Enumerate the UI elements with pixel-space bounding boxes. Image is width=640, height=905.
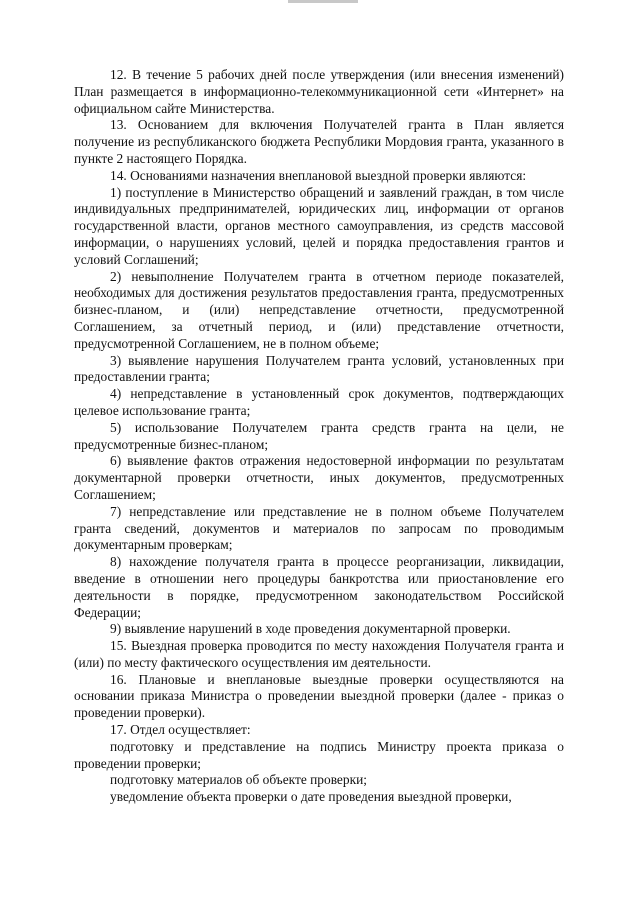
paragraph-14-item-8: 8) нахождение получателя гранта в процессе реорганизации, ликвидации, введение в отношении него процедуры банкротства или приостановление его деятельности в порядке, предусмотренном законодательством Российской Федерации; [74, 554, 564, 620]
paragraph-14-item-4: 4) непредставление в установленный срок документов, подтверждающих целевое использование гранта; [74, 386, 564, 418]
paragraph-17-item-1: подготовку и представление на подпись Министру проекта приказа о проведении проверки; [74, 738, 564, 771]
paragraph-16: 16. Плановые и внеплановые выездные проверки осуществляются на основании приказа Министра о проведении выездной проверки (далее - приказ о проведении проверки). [74, 671, 564, 721]
paragraph-17-item-2: подготовку материалов об объекте проверки; [110, 772, 367, 788]
paragraph-13: 13. Основанием для включения Получателей гранта в План является получение из республиканского бюджета Республики Мордовия гранта, указанного в пункте 2 настоящего Порядка. [74, 117, 564, 166]
paragraph-14: 14. Основаниями назначения внеплановой выездной проверки являются: [110, 167, 527, 183]
paragraph-14-item-2: 2) невыполнение Получателем гранта в отчетном периоде показателей, необходимых для достижения результатов предоставления гранта, предусмотренных бизнес-планом, и (или) непредставление отчетности, предусмотренной Соглашением, за отчетный период, и (или) представление отчетности, предусмотренной Соглашением, не в полном объеме; [74, 268, 564, 351]
paragraph-14-item-6: 6) выявление фактов отражения недостоверной информации по результатам документарной проверки отчетности, иных документов, предусмотренных Соглашением; [74, 453, 564, 502]
paragraph-15: 15. Выездная проверка проводится по месту нахождения Получателя гранта и (или) по месту фактического осуществления им деятельности. [74, 638, 564, 670]
paragraph-17-item-3: уведомление объекта проверки о дате проведения выездной проверки, [110, 789, 512, 805]
page-top-artifact [288, 0, 358, 3]
document-page [74, 67, 564, 806]
paragraph-14-item-7: 7) непредставление или представление не в полном объеме Получателем гранта сведений, документов и материалов по запросам по проводимым документарным проверкам; [74, 503, 564, 553]
paragraph-14-item-3: 3) выявление нарушения Получателем гранта условий, установленных при предоставлении гранта; [74, 352, 564, 385]
paragraph-14-item-9: 9) выявление нарушений в ходе проведения документарной проверки. [110, 621, 511, 637]
paragraph-14-item-5: 5) использование Получателем гранта средств гранта на цели, не предусмотренные бизнес-планом; [74, 419, 564, 452]
paragraph-14-item-1: 1) поступление в Министерство обращений и заявлений граждан, в том числе индивидуальных предпринимателей, юридических лиц, информации от органов государственной власти, органов местного самоуправления, из средств массовой информации, о нарушениях условий, целей и порядка предоставления грантов и условий Соглашений; [74, 184, 564, 267]
paragraph-17: 17. Отдел осуществляет: [110, 722, 251, 738]
paragraph-12: 12. В течение 5 рабочих дней после утверждения (или внесения изменений) План размещается в информационно-телекоммуникационной сети «Интернет» на официальном сайте Министерства. [74, 67, 564, 116]
